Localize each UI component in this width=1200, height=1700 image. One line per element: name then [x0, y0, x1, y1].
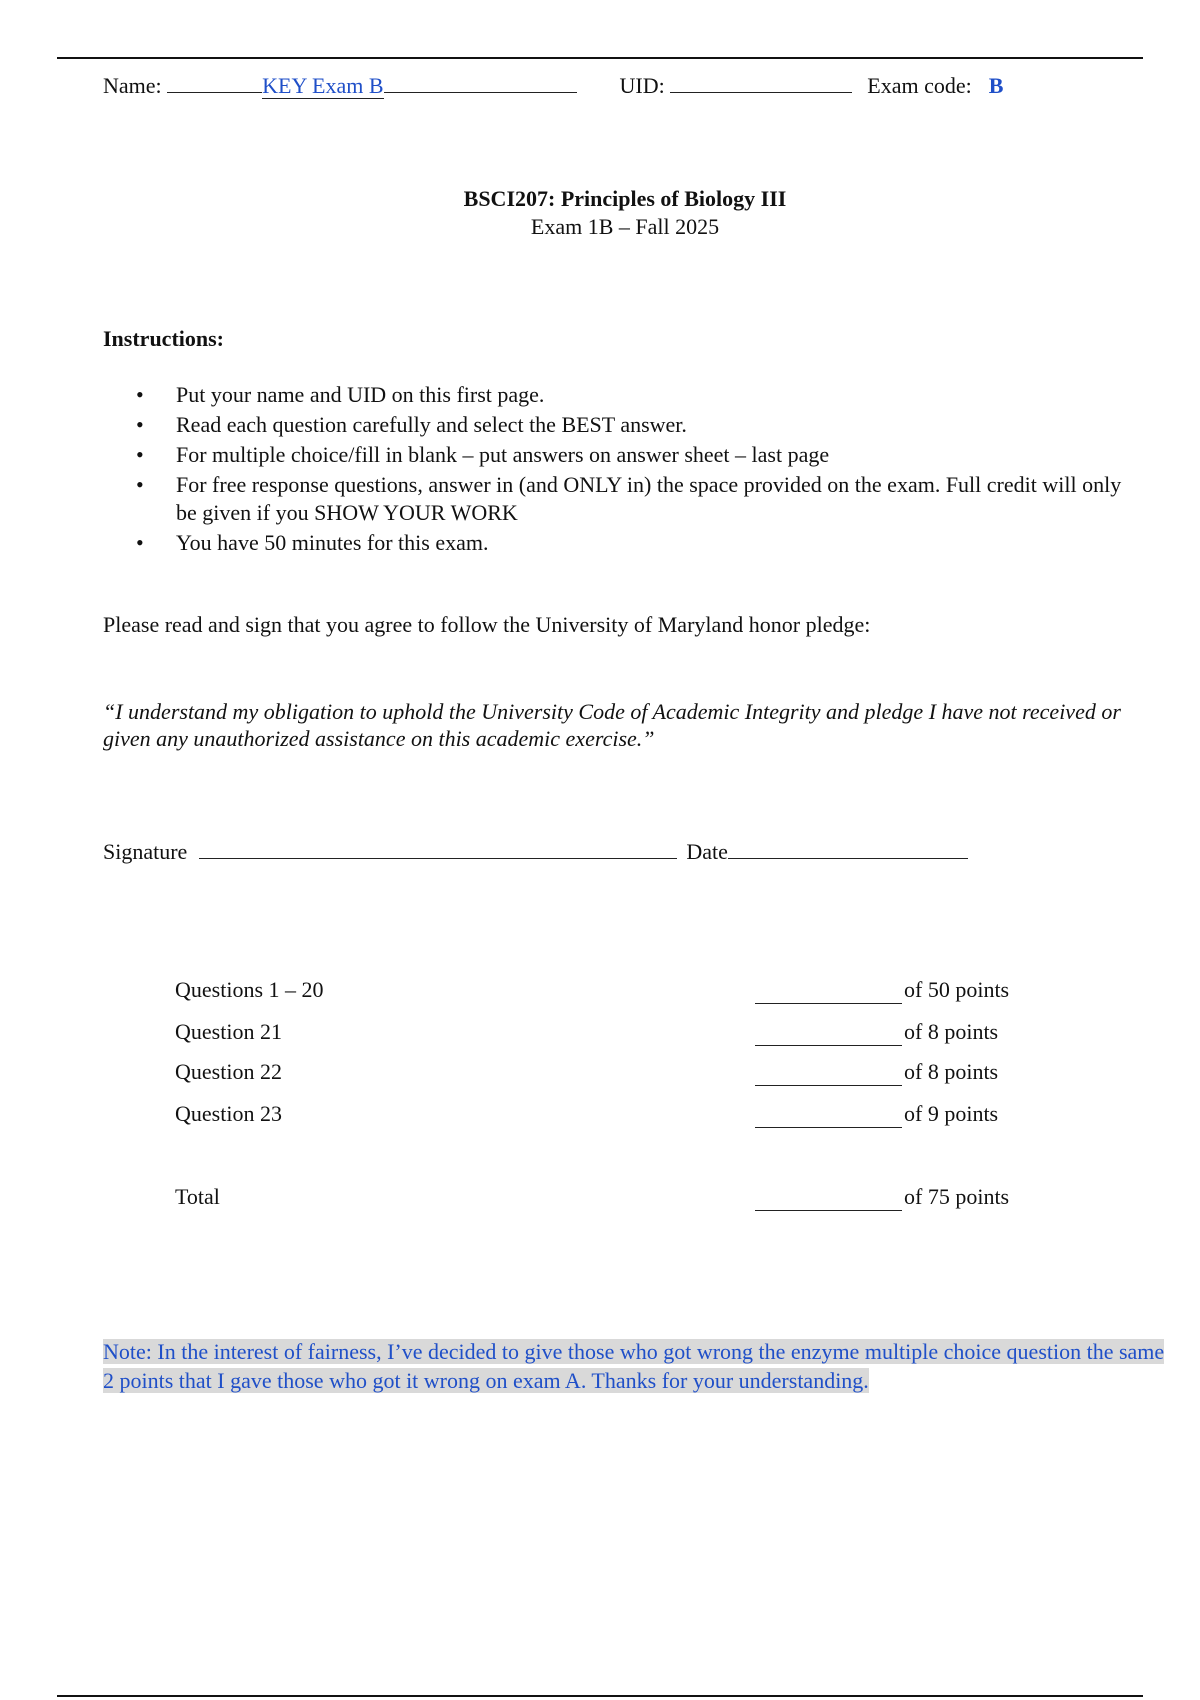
instruction-item: • For free response questions, answer in (and ONLY in) the space provided on the exam. Full credit will only be given if you SHOW YOUR WORK — [103, 471, 1133, 526]
uid-label: UID: — [619, 73, 665, 98]
name-value: KEY Exam B — [262, 73, 384, 98]
exam-subtitle: Exam 1B – Fall 2025 — [530, 214, 720, 239]
instruction-item: • For multiple choice/fill in blank – put answers on answer sheet – last page — [103, 441, 1133, 469]
instruction-item: • Read each question carefully and select the BEST answer. — [103, 411, 1133, 439]
score-blank[interactable] — [755, 1021, 902, 1046]
score-points: of 8 points — [904, 1059, 999, 1084]
score-row — [175, 1019, 1075, 1049]
score-blank[interactable] — [755, 1103, 902, 1128]
note-text: Note: In the interest of fairness, I’ve decided to give those who got wrong the enzyme multiple choice question the same 2 points that I gave those who got it wrong on exam A. Thanks for your understanding. — [103, 1339, 1165, 1393]
signature-row — [103, 838, 968, 865]
header-line — [103, 72, 1003, 99]
name-blank-after[interactable] — [384, 72, 577, 93]
instructions-list — [103, 381, 1133, 559]
score-row — [175, 1059, 1075, 1089]
signature-blank[interactable] — [199, 838, 677, 859]
exam-code-value: B — [988, 73, 1004, 98]
score-label: Question 22 — [175, 1059, 282, 1084]
score-label: Total — [175, 1184, 220, 1209]
top-rule — [57, 57, 1143, 59]
name-blank-before[interactable] — [167, 72, 262, 93]
uid-blank[interactable] — [670, 72, 852, 93]
bottom-rule — [57, 1695, 1143, 1697]
score-label: Question 23 — [175, 1101, 282, 1126]
score-row — [175, 977, 1075, 1007]
title-block — [0, 185, 1200, 241]
name-label: Name: — [103, 73, 162, 98]
score-label: Question 21 — [175, 1019, 282, 1044]
instructions-heading: Instructions: — [103, 326, 225, 351]
score-label: Questions 1 – 20 — [175, 977, 324, 1002]
score-points: of 9 points — [904, 1101, 999, 1126]
exam-code-label: Exam code: — [867, 73, 972, 98]
instruction-item: • Put your name and UID on this first page. — [103, 381, 1133, 409]
date-label: Date — [686, 839, 728, 864]
instruction-item: • You have 50 minutes for this exam. — [103, 529, 1133, 557]
score-row-total — [175, 1184, 1075, 1214]
score-points: of 75 points — [904, 1184, 1010, 1209]
date-blank[interactable] — [728, 838, 968, 859]
highlighted-note — [103, 1337, 1173, 1395]
score-blank[interactable] — [755, 979, 902, 1004]
score-points: of 50 points — [904, 977, 1010, 1002]
score-points: of 8 points — [904, 1019, 999, 1044]
score-row — [175, 1101, 1075, 1131]
signature-label: Signature — [103, 839, 188, 864]
honor-pledge: “I understand my obligation to uphold the University Code of Academic Integrity and pledge I have not received or given any unauthorized assistance on this academic exercise.” — [103, 699, 1121, 751]
pledge-intro: Please read and sign that you agree to follow the University of Maryland honor pledge: — [103, 612, 871, 637]
score-blank[interactable] — [755, 1061, 902, 1086]
course-title: BSCI207: Principles of Biology III — [463, 186, 787, 211]
score-blank[interactable] — [755, 1186, 902, 1211]
